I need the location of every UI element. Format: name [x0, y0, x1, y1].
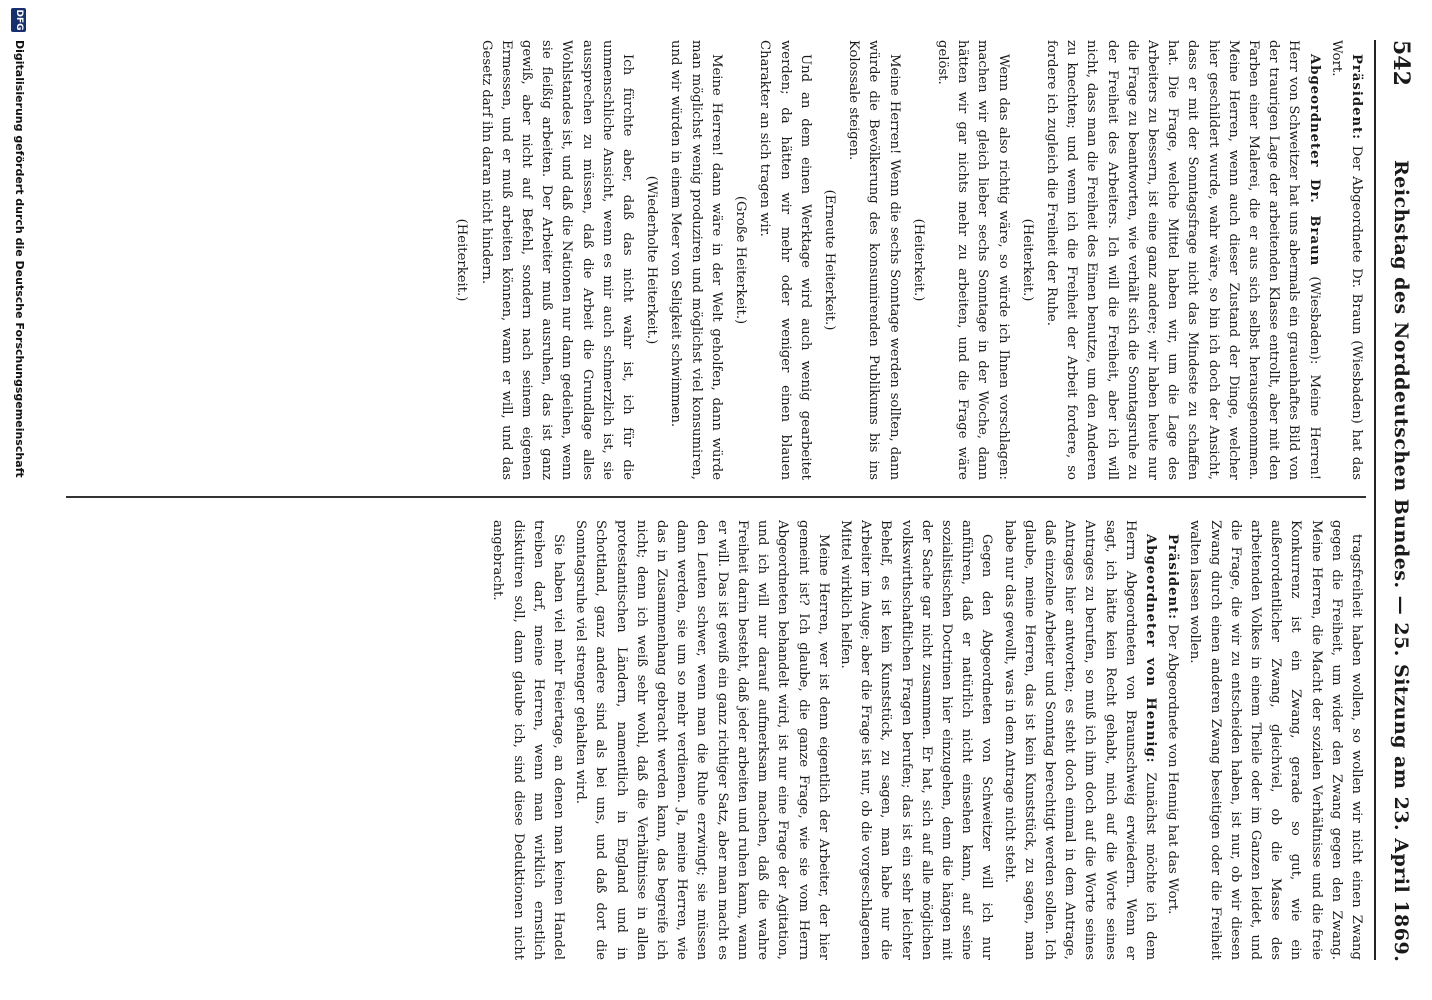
- body-paragraph: Meine Herren! dann wäre in der Welt geholfen, dann würde man möglichst wenig produziren und möglichst viel konsumiren, und wir würden in einem Meer von Seligkeit schwimmen.: [668, 40, 724, 480]
- speaker-name: Abgeordneter Dr. Braun: [1306, 54, 1322, 267]
- speech-text: (Wiesbaden): Meine Herren! Herr von Schweitzer hat uns abermals ein grauenhaftes Bild von der traurigen Lage der arbeitenden Klasse entrollt, aber mit den Farben einer Malerei, die er aus sich selbst herausgenommen. Meine Herren, wenn auch dieser Zustand der Dinge, welcher hier geschildert wurde, wahr wäre, so bin ich doch der Ansicht, dass er mit der Sonntagsfrage nicht das Mindeste zu schaffen hat. Die Frage, welche Mittel haben wir, um die Lage des Arbeiters zu bessern, ist eine ganz andere; wir haben heute nur die Frage zu beantworten, wie verhält sich die Sonntagsruhe zu der Freiheit des Arbeiters. Ich will die Freiheit, aber ich will nicht, dass man die Freiheit des Einen benutze, um den Anderen zu knechten; und wenn ich die Freiheit der Arbeit fordere, so fordere ich zugleich die Freiheit der Ruhe.: [1043, 40, 1322, 480]
- body-paragraph: Gegen den Abgeordneten von Schweitzer will ich nur anführen, daß er natürlich nicht einsehen kann, auf seine sozialistischen Doctrinen hier einzugehen, denn die hängen mit der Sache gar nicht zusammen. Er hat, sich auf alle möglichen volkswirthschaftlichen Fragen berufen; das ist ein sehr leichter Behelf, es ist kein Kunststück, zu sagen, man habe nur die Arbeiter im Auge; aber die Frage ist nur, ob die vorgeschlagenen Mittel wirklich helfen.: [837, 520, 995, 960]
- speech-text: Der Abgeordnete Dr. Braun (Wiesbaden) hat das Wort.: [1328, 40, 1364, 480]
- right-column: [66, 520, 1366, 960]
- stage-direction: (Heiterkeit.): [1019, 218, 1035, 302]
- speech-paragraph: [998, 520, 1160, 960]
- left-column: [66, 40, 1366, 480]
- column-divider: [66, 496, 1366, 498]
- digitization-notice-text: Digitalisierung gefördert durch die Deutsche Forschungsgemeinschaft: [13, 40, 26, 478]
- stage-direction: (Große Heiterkeit.): [733, 195, 749, 325]
- body-paragraph: Und an dem einen Werktage wird auch wenig gearbeitet werden; da hätten wir mehr oder weniger einen blauen Charakter an sich tragen wir.: [757, 40, 813, 480]
- digitization-notice: [6, 0, 30, 1000]
- speaker-name: Abgeordneter von Hennig:: [1142, 534, 1158, 764]
- body-paragraph: Wenn das also richtig wäre, so würde ich Ihnen vorschlagen: machen wir gleich lieber sechs Sonntage in der Woche, dann hätten wir gar nichts mehr zu arbeiten, und die Frage wäre gelöst.: [934, 40, 1011, 480]
- speech-text: Der Abgeordnete von Hennig hat das Wort.: [1165, 624, 1181, 915]
- body-paragraph: Sie haben viel mehr Feiertage, an denen man keinen Handel treiben darf, meine Herren, wenn man wirklich ernstlich diskutiren soll, dann glaube ich, sind diese Deduktionen nicht angebracht.: [490, 520, 567, 960]
- stage-direction: (Heiterkeit.): [454, 218, 470, 302]
- stage-direction: (Heiterkeit.): [910, 218, 926, 302]
- speech-paragraph: [1326, 40, 1366, 480]
- page-number: 542: [1388, 40, 1414, 86]
- running-head: Reichstag des Norddeutschen Bundes. — 25. Sitzung am 23. April 1869.: [1390, 160, 1412, 963]
- speech-paragraph: [1162, 520, 1182, 960]
- dfg-logo: DFG: [11, 8, 26, 32]
- stage-direction: (Wiederholte Heiterkeit.): [644, 175, 660, 345]
- speech-text: Zunächst möchte ich dem Herrn Abgeordneten von Braunschweig erwiedern. Wenn er sagt, ich hätte kein Recht gehabt, mich auf die Worte seines Antrages zu berufen, so muß ich ihm doch auf die Worte seines Antrages hier antworten; es steht doch einmal in dem Antrage, daß einzelne Arbeiter und Sonntag berechtigt werden sollen. Ich glaube, meine Herren, das ist kein Kunststück, zu sagen, man habe nur das gewollt, was in dem Antrage nicht steht.: [1001, 520, 1158, 960]
- stage-direction: (Erneute Heiterkeit.): [821, 189, 837, 331]
- body-paragraph: Meine Herren! Wenn die sechs Sonntage werden sollten, dann würde die Bevölkerung des konsumirenden Publikums bis ins Kolossale steigen.: [846, 40, 902, 480]
- speech-paragraph: [1041, 40, 1324, 480]
- page-header: [1380, 40, 1416, 963]
- body-paragraph: Ich fürchte aber, daß das nicht wahr ist, ich für die unmenschliche Ansicht, wenn es mir auch schmerzlich ist, sie aussprechen zu müssen, daß die Arbeit die Grundlage alles Wohlstandes ist, und daß die Nationen nur dann gedeihen, wenn sie fleißig arbeiten. Der Arbeiter muß ausruhen, das ist ganz gewiß, aber nicht auf Befehl, sondern nach seinem eigenen Ermessen, und er muß arbeiten können, wann er will, und das Gesetz darf ihn daran nicht hindern.: [478, 40, 636, 480]
- header-rule: [1374, 40, 1376, 960]
- body-paragraph: Meine Herren, wer ist denn eigentlich der Arbeiter, der hier gemeint ist? Ich glaube, die ganze Frage, wie sie vom Herrn Abgeordneten behandelt wird, ist nur eine Frage der Agitation, und ich will nur darauf aufmerksam machen, daß die wahre Freiheit darin besteht, daß jeder arbeiten und ruhen kann, wann er will. Das ist gewiß ein ganz richtiger Satz, aber man macht es den Leuten schwer, wenn man die Ruhe erzwingt; sie müssen dann werden, sie um so mehr verdienen. Ja, meine Herren, wie das in Zusammenhang gebracht werden kann, das begreife ich nicht; denn ich weiß sehr wohl, daß die Verhältnisse in allen protestantischen Ländern, namentlich in England und in Schottland, ganz andere sind als bei uns, und daß dort die Sonntagsruhe viel strenger gehalten wird.: [573, 520, 831, 960]
- body-paragraph: tragsfreiheit haben wollen, so wollen wir nicht einen Zwang gegen die Freiheit, um wider den Zwang gegen den Zwang. Meine Herren, die Macht der sozialen Verhältnisse und die freie Konkurrenz ist ein Zwang, gerade so gut, wie ein außerordentlicher Zwang, gleichviel, ob die Masse des arbeitenden Volkes in einem Theile oder im Ganzen leidet, und die Frage, die wir zu entscheiden haben, ist nur, ob wir diesen Zwang durch einen anderen Zwang beseitigen oder die Freiheit walten lassen wollen.: [1187, 520, 1364, 960]
- speaker-name: Präsident:: [1349, 54, 1364, 141]
- speaker-name: Präsident:: [1165, 534, 1181, 621]
